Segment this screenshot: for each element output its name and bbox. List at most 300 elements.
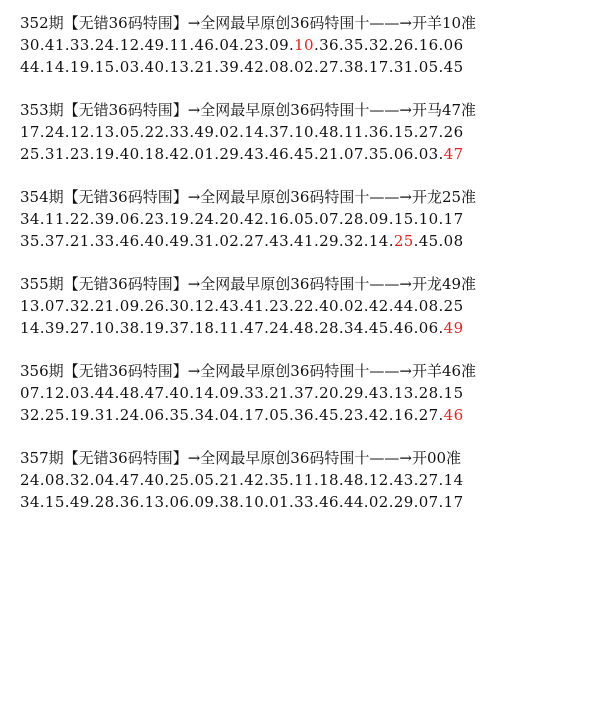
separator-dot: . xyxy=(114,406,120,424)
separator-dot: . xyxy=(64,319,70,337)
number-cell: 44 xyxy=(393,297,414,315)
separator-dot: . xyxy=(239,145,245,163)
separator-dot: . xyxy=(438,58,444,76)
separator-dot: . xyxy=(313,36,320,54)
separator-dot: . xyxy=(164,232,170,250)
number-cell: 48 xyxy=(319,123,339,141)
number-cell: 46 xyxy=(393,319,414,337)
number-cell: 02 xyxy=(368,493,389,511)
number-cell: 46 xyxy=(319,493,339,511)
separator-dot: . xyxy=(413,493,419,511)
number-cell: 24 xyxy=(44,123,65,141)
number-cell: 34 xyxy=(20,210,40,228)
number-cell: 45 xyxy=(418,232,439,250)
number-cell: 13 xyxy=(144,493,165,511)
number-cell: 17 xyxy=(20,123,40,141)
separator-dot: . xyxy=(338,297,344,315)
separator-dot: . xyxy=(189,145,195,163)
separator-dot: . xyxy=(214,493,220,511)
separator-dot: . xyxy=(338,493,344,511)
separator-dot: . xyxy=(438,297,444,315)
number-cell: 23 xyxy=(69,145,90,163)
separator-dot: . xyxy=(114,210,120,228)
number-cell: 24 xyxy=(194,210,215,228)
record-block xyxy=(20,186,590,252)
number-cell: 11 xyxy=(343,123,364,141)
number-cell: 07 xyxy=(44,297,65,315)
separator-dot: . xyxy=(39,36,45,54)
number-cell: 09 xyxy=(194,493,215,511)
number-cell: 39 xyxy=(219,58,240,76)
separator-dot: . xyxy=(64,210,70,228)
separator-dot: . xyxy=(264,493,270,511)
separator-dot: . xyxy=(413,145,419,163)
separator-dot: . xyxy=(64,471,70,489)
prediction-document xyxy=(20,12,590,534)
number-cell: 25 xyxy=(393,232,414,250)
number-cell: 06 xyxy=(418,319,439,337)
number-cell: 20 xyxy=(219,210,240,228)
number-cell: 03 xyxy=(119,58,140,76)
number-cell: 33 xyxy=(244,384,265,402)
number-cell: 41 xyxy=(294,232,314,250)
separator-dot: . xyxy=(438,406,444,424)
number-cell: 19 xyxy=(144,319,165,337)
number-cell: 25 xyxy=(44,406,65,424)
number-cell: 26 xyxy=(144,297,165,315)
number-cell: 05 xyxy=(269,406,290,424)
number-cell: 08 xyxy=(44,471,65,489)
record-title: 352期【无错36码特围】→全网最早原创36码特围十——→开羊10准 xyxy=(20,14,477,32)
number-cell: 34 xyxy=(20,493,40,511)
separator-dot: . xyxy=(214,297,220,315)
separator-dot: . xyxy=(139,471,145,489)
number-cell: 49 xyxy=(169,232,190,250)
separator-dot: . xyxy=(214,123,220,141)
number-cell: 09 xyxy=(368,210,389,228)
separator-dot: . xyxy=(289,319,295,337)
separator-dot: . xyxy=(289,58,295,76)
record-title: 355期【无错36码特围】→全网最早原创36码特围十——→开龙49准 xyxy=(20,275,477,293)
separator-dot: . xyxy=(338,319,344,337)
separator-dot: . xyxy=(438,145,444,163)
separator-dot: . xyxy=(64,493,70,511)
separator-dot: . xyxy=(114,493,120,511)
separator-dot: . xyxy=(214,145,220,163)
number-cell: 32 xyxy=(20,406,40,424)
number-cell: 23 xyxy=(144,210,165,228)
number-cell: 49 xyxy=(144,36,165,54)
number-cell: 04 xyxy=(94,471,115,489)
number-cell: 32 xyxy=(69,297,90,315)
separator-dot: . xyxy=(363,493,369,511)
separator-dot: . xyxy=(413,297,419,315)
separator-dot: . xyxy=(413,232,419,250)
number-cell: 45 xyxy=(368,319,389,337)
number-cell: 32 xyxy=(69,471,90,489)
number-cell: 28 xyxy=(319,319,339,337)
separator-dot: . xyxy=(89,210,95,228)
number-cell: 36 xyxy=(119,493,140,511)
number-cell: 07 xyxy=(343,145,364,163)
number-cell: 17 xyxy=(443,493,464,511)
number-cell: 38 xyxy=(343,58,364,76)
separator-dot: . xyxy=(313,297,320,315)
number-cell: 08 xyxy=(269,58,290,76)
number-cell: 28 xyxy=(418,384,439,402)
separator-dot: . xyxy=(363,210,369,228)
number-cell: 37 xyxy=(294,384,314,402)
separator-dot: . xyxy=(264,210,270,228)
separator-dot: . xyxy=(363,406,369,424)
separator-dot: . xyxy=(264,471,270,489)
separator-dot: . xyxy=(139,145,145,163)
number-cell: 46 xyxy=(443,406,464,424)
separator-dot: . xyxy=(363,123,369,141)
record-block xyxy=(20,12,590,78)
number-cell: 25 xyxy=(169,471,190,489)
number-cell: 08 xyxy=(443,232,464,250)
separator-dot: . xyxy=(114,384,120,402)
number-cell: 40 xyxy=(144,58,165,76)
separator-dot: . xyxy=(413,406,419,424)
separator-dot: . xyxy=(189,319,195,337)
number-cell: 40 xyxy=(319,297,339,315)
separator-dot: . xyxy=(139,297,145,315)
number-row xyxy=(20,208,590,230)
separator-dot: . xyxy=(264,36,270,54)
number-cell: 06 xyxy=(119,210,140,228)
number-cell: 44 xyxy=(20,58,40,76)
separator-dot: . xyxy=(214,58,220,76)
separator-dot: . xyxy=(39,145,45,163)
number-cell: 40 xyxy=(169,384,190,402)
separator-dot: . xyxy=(338,406,344,424)
separator-dot: . xyxy=(313,145,320,163)
number-cell: 08 xyxy=(418,297,439,315)
separator-dot: . xyxy=(289,406,295,424)
number-cell: 12 xyxy=(44,384,65,402)
separator-dot: . xyxy=(239,36,245,54)
separator-dot: . xyxy=(139,58,145,76)
number-cell: 21 xyxy=(219,471,240,489)
separator-dot: . xyxy=(164,210,170,228)
separator-dot: . xyxy=(313,123,320,141)
number-cell: 32 xyxy=(368,36,389,54)
number-cell: 36 xyxy=(294,406,314,424)
number-cell: 16 xyxy=(418,36,439,54)
separator-dot: . xyxy=(164,145,170,163)
separator-dot: . xyxy=(289,145,295,163)
number-cell: 10 xyxy=(418,210,439,228)
number-cell: 33 xyxy=(294,493,314,511)
number-cell: 31 xyxy=(393,58,414,76)
separator-dot: . xyxy=(164,297,170,315)
separator-dot: . xyxy=(189,384,195,402)
separator-dot: . xyxy=(313,210,320,228)
number-cell: 17 xyxy=(443,210,464,228)
separator-dot: . xyxy=(89,58,95,76)
number-row xyxy=(20,295,590,317)
number-cell: 41 xyxy=(244,297,265,315)
separator-dot: . xyxy=(363,36,369,54)
number-cell: 47 xyxy=(244,319,265,337)
separator-dot: . xyxy=(413,384,419,402)
number-cell: 26 xyxy=(443,123,464,141)
separator-dot: . xyxy=(89,297,95,315)
number-cell: 43 xyxy=(368,384,389,402)
separator-dot: . xyxy=(39,123,45,141)
number-cell: 47 xyxy=(144,384,165,402)
number-cell: 28 xyxy=(94,493,115,511)
number-row xyxy=(20,121,590,143)
number-cell: 36 xyxy=(368,123,389,141)
separator-dot: . xyxy=(89,123,95,141)
number-cell: 14 xyxy=(194,384,215,402)
number-cell: 44 xyxy=(94,384,115,402)
separator-dot: . xyxy=(438,493,444,511)
number-cell: 42 xyxy=(244,210,265,228)
separator-dot: . xyxy=(438,319,444,337)
separator-dot: . xyxy=(338,145,344,163)
number-cell: 23 xyxy=(244,36,265,54)
number-cell: 29 xyxy=(393,493,414,511)
number-cell: 15 xyxy=(44,493,65,511)
number-cell: 12 xyxy=(69,123,90,141)
separator-dot: . xyxy=(388,384,394,402)
separator-dot: . xyxy=(89,319,95,337)
number-cell: 12 xyxy=(368,471,389,489)
number-cell: 31 xyxy=(44,145,65,163)
number-cell: 24 xyxy=(119,406,140,424)
number-cell: 01 xyxy=(194,145,215,163)
number-cell: 10 xyxy=(94,319,115,337)
number-cell: 17 xyxy=(244,406,265,424)
number-cell: 47 xyxy=(119,471,140,489)
number-cell: 27 xyxy=(418,406,439,424)
number-cell: 34 xyxy=(194,406,215,424)
separator-dot: . xyxy=(363,384,369,402)
number-cell: 24 xyxy=(94,36,115,54)
number-cell: 40 xyxy=(144,232,165,250)
number-cell: 18 xyxy=(144,145,165,163)
number-cell: 49 xyxy=(194,123,215,141)
number-row xyxy=(20,491,590,513)
separator-dot: . xyxy=(289,232,295,250)
number-cell: 46 xyxy=(119,232,140,250)
number-cell: 13 xyxy=(393,384,414,402)
number-cell: 09 xyxy=(269,36,290,54)
separator-dot: . xyxy=(413,210,419,228)
separator-dot: . xyxy=(413,319,419,337)
number-cell: 03 xyxy=(418,145,439,163)
separator-dot: . xyxy=(438,384,444,402)
number-cell: 44 xyxy=(343,493,364,511)
separator-dot: . xyxy=(363,297,369,315)
separator-dot: . xyxy=(189,471,195,489)
number-cell: 42 xyxy=(244,471,265,489)
number-cell: 35 xyxy=(368,145,389,163)
separator-dot: . xyxy=(363,58,369,76)
number-cell: 33 xyxy=(169,123,190,141)
separator-dot: . xyxy=(139,384,145,402)
number-cell: 02 xyxy=(219,232,240,250)
separator-dot: . xyxy=(313,319,320,337)
separator-dot: . xyxy=(264,297,270,315)
separator-dot: . xyxy=(114,297,120,315)
number-cell: 27 xyxy=(244,232,265,250)
number-cell: 15 xyxy=(94,58,115,76)
number-cell: 06 xyxy=(393,145,414,163)
number-cell: 39 xyxy=(44,319,65,337)
separator-dot: . xyxy=(313,471,320,489)
separator-dot: . xyxy=(139,493,145,511)
number-cell: 05 xyxy=(119,123,140,141)
number-cell: 15 xyxy=(393,210,414,228)
number-cell: 17 xyxy=(368,58,389,76)
separator-dot: . xyxy=(164,406,170,424)
separator-dot: . xyxy=(239,471,245,489)
number-cell: 07 xyxy=(20,384,40,402)
number-cell: 05 xyxy=(194,471,215,489)
number-cell: 10 xyxy=(294,36,314,54)
number-cell: 14 xyxy=(443,471,464,489)
separator-dot: . xyxy=(139,406,145,424)
separator-dot: . xyxy=(114,123,120,141)
number-cell: 13 xyxy=(94,123,115,141)
separator-dot: . xyxy=(189,36,195,54)
separator-dot: . xyxy=(89,36,95,54)
separator-dot: . xyxy=(264,58,270,76)
separator-dot: . xyxy=(388,145,394,163)
number-cell: 35 xyxy=(20,232,40,250)
separator-dot: . xyxy=(388,232,394,250)
number-cell: 11 xyxy=(169,36,190,54)
number-cell: 02 xyxy=(219,123,240,141)
separator-dot: . xyxy=(39,493,45,511)
number-cell: 46 xyxy=(269,145,290,163)
separator-dot: . xyxy=(239,493,245,511)
separator-dot: . xyxy=(413,36,419,54)
record-title: 353期【无错36码特围】→全网最早原创36码特围十——→开马47准 xyxy=(20,101,477,119)
number-cell: 14 xyxy=(244,123,265,141)
separator-dot: . xyxy=(164,58,170,76)
number-cell: 37 xyxy=(44,232,65,250)
separator-dot: . xyxy=(239,123,245,141)
number-cell: 28 xyxy=(343,210,364,228)
number-cell: 45 xyxy=(294,145,314,163)
number-row xyxy=(20,230,590,252)
number-cell: 05 xyxy=(418,58,439,76)
separator-dot: . xyxy=(164,319,170,337)
number-cell: 42 xyxy=(368,406,389,424)
separator-dot: . xyxy=(89,471,95,489)
separator-dot: . xyxy=(313,406,320,424)
separator-dot: . xyxy=(214,384,220,402)
separator-dot: . xyxy=(39,319,45,337)
number-cell: 25 xyxy=(443,297,464,315)
separator-dot: . xyxy=(39,58,45,76)
number-cell: 23 xyxy=(343,406,364,424)
number-cell: 31 xyxy=(194,232,215,250)
number-cell: 29 xyxy=(343,384,364,402)
separator-dot: . xyxy=(139,319,145,337)
separator-dot: . xyxy=(139,232,145,250)
number-cell: 30 xyxy=(20,36,40,54)
number-cell: 14 xyxy=(44,58,65,76)
number-cell: 02 xyxy=(294,58,314,76)
number-cell: 40 xyxy=(119,145,140,163)
number-cell: 37 xyxy=(169,319,190,337)
separator-dot: . xyxy=(139,123,145,141)
separator-dot: . xyxy=(189,297,195,315)
number-cell: 15 xyxy=(393,123,414,141)
separator-dot: . xyxy=(289,384,295,402)
number-cell: 12 xyxy=(119,36,140,54)
separator-dot: . xyxy=(438,471,444,489)
number-cell: 10 xyxy=(244,493,265,511)
separator-dot: . xyxy=(64,297,70,315)
separator-dot: . xyxy=(164,384,170,402)
number-cell: 19 xyxy=(169,210,190,228)
number-cell: 11 xyxy=(44,210,65,228)
separator-dot: . xyxy=(413,123,419,141)
separator-dot: . xyxy=(413,471,419,489)
separator-dot: . xyxy=(438,123,444,141)
separator-dot: . xyxy=(114,58,120,76)
separator-dot: . xyxy=(363,471,369,489)
separator-dot: . xyxy=(289,493,295,511)
number-cell: 29 xyxy=(219,145,240,163)
separator-dot: . xyxy=(438,36,444,54)
separator-dot: . xyxy=(89,493,95,511)
separator-dot: . xyxy=(89,232,95,250)
separator-dot: . xyxy=(338,123,344,141)
number-cell: 09 xyxy=(119,297,140,315)
separator-dot: . xyxy=(289,471,295,489)
separator-dot: . xyxy=(313,384,320,402)
separator-dot: . xyxy=(313,232,320,250)
number-cell: 42 xyxy=(169,145,190,163)
number-row xyxy=(20,34,590,56)
number-cell: 27 xyxy=(319,58,339,76)
separator-dot: . xyxy=(289,210,295,228)
separator-dot: . xyxy=(89,145,95,163)
number-cell: 47 xyxy=(443,145,464,163)
separator-dot: . xyxy=(264,145,270,163)
separator-dot: . xyxy=(388,471,394,489)
number-cell: 20 xyxy=(319,384,339,402)
separator-dot: . xyxy=(388,493,394,511)
separator-dot: . xyxy=(164,493,170,511)
separator-dot: . xyxy=(438,210,444,228)
separator-dot: . xyxy=(388,319,394,337)
separator-dot: . xyxy=(239,58,245,76)
number-cell: 45 xyxy=(319,406,339,424)
number-cell: 27 xyxy=(418,123,439,141)
separator-dot: . xyxy=(214,319,220,337)
number-cell: 06 xyxy=(169,493,190,511)
separator-dot: . xyxy=(363,145,369,163)
separator-dot: . xyxy=(64,384,70,402)
number-cell: 11 xyxy=(294,471,314,489)
number-row xyxy=(20,382,590,404)
number-cell: 25 xyxy=(20,145,40,163)
separator-dot: . xyxy=(214,36,220,54)
separator-dot: . xyxy=(264,406,270,424)
separator-dot: . xyxy=(64,406,70,424)
separator-dot: . xyxy=(39,210,45,228)
